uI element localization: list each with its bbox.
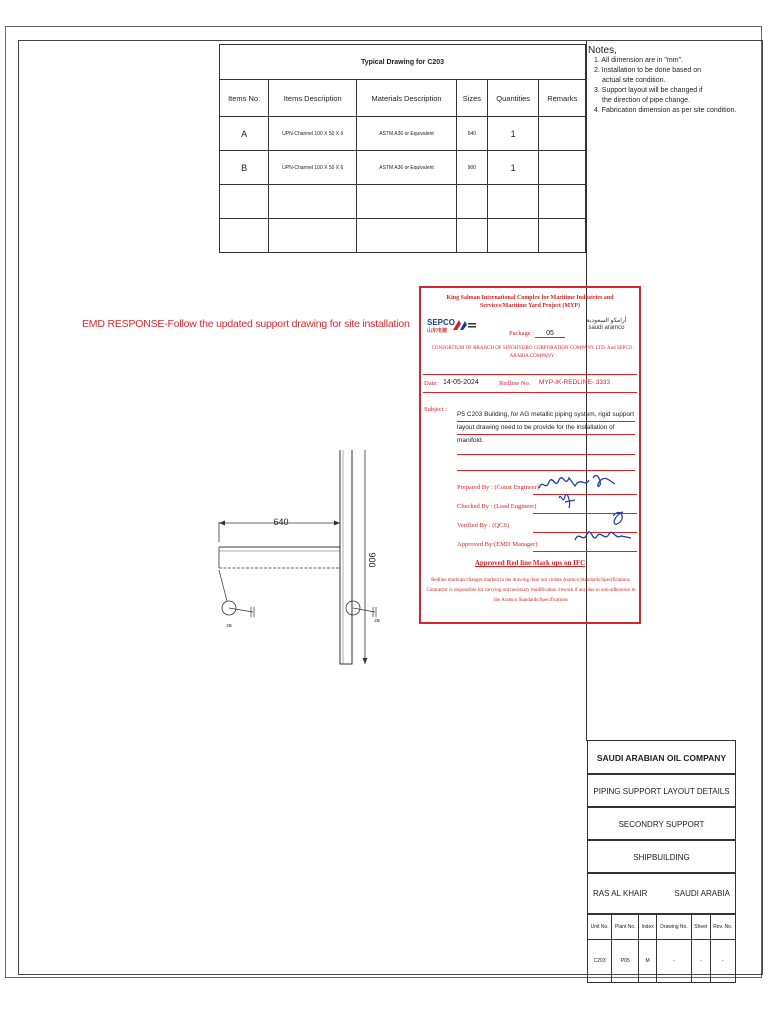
- cell-quantity: 1: [487, 117, 539, 151]
- power-china-logo: [451, 318, 477, 332]
- dimension-vertical: 900: [367, 552, 377, 568]
- redline-label: Redline No.: [499, 380, 531, 387]
- header-quantities: Quantities: [487, 80, 539, 117]
- rev-header: Sheet: [692, 915, 711, 940]
- checked-label: Checked By : (Lead Engineer): [457, 503, 537, 510]
- date-label: Date:: [424, 380, 439, 387]
- title-company: SAUDI ARABIAN OIL COMPANY: [587, 740, 736, 774]
- notes-title: Notes,: [588, 45, 617, 56]
- items-table: [219, 44, 586, 253]
- header-remarks: Remarks: [539, 80, 586, 117]
- rev-header: Rev. No.: [710, 915, 735, 940]
- table-row: [220, 117, 586, 151]
- stamp-note: Redline markups/changes marked in the drawing dose not violate Aramco Standards/Specifications. Contractor is responsible for carrying out necessary modification /rework if any due to non-adherence to the Aramco Standards/Specifications: [426, 578, 636, 603]
- rev-header: Unit No.: [588, 915, 612, 940]
- header-sizes: Sizes: [456, 80, 487, 117]
- cell-description: UPN-Channel 100 X 50 X 6: [269, 117, 357, 151]
- prepared-label: Prepared By : (Const Engineer): [457, 484, 539, 491]
- rev-header: Index: [639, 915, 657, 940]
- tag-left: 2B: [226, 623, 232, 628]
- table-row: [220, 151, 586, 185]
- approved-label: Approved By:(EMD Manager): [457, 541, 538, 548]
- cell-material: ASTM A36 or Equivalent: [357, 117, 457, 151]
- cell-remarks: [539, 151, 586, 185]
- rev-value: -: [710, 940, 735, 983]
- subject-value: P5 C203 Building, for AG metallic piping system, rigid support layout drawing need to be provide for the installation of manifold.: [457, 411, 635, 444]
- note-item: 4. Fabrication dimension as per site condition.: [594, 107, 737, 114]
- header-items-description: Items Description: [269, 80, 357, 117]
- note-item: 3. Support layout will be changed if the direction of pipe change.: [594, 87, 703, 104]
- verified-label: Verified By : (QCS): [457, 522, 510, 529]
- rev-value: -: [692, 940, 711, 983]
- location-right: SAUDI ARABIA: [674, 889, 730, 898]
- cell-quantity: 1: [487, 151, 539, 185]
- note-item: 1. All dimension are in "mm".: [594, 57, 684, 64]
- note-item: 2. Installation to be done based on actual site condition.: [594, 67, 702, 84]
- date-value: 14-05-2024: [443, 379, 479, 386]
- header-items-no: Items No.: [220, 80, 269, 117]
- rev-value: M: [639, 940, 657, 983]
- cell-item-no: A: [220, 117, 269, 151]
- items-table-title: Typical Drawing for C203: [220, 45, 586, 80]
- cell-material: ASTM A36 or Equivalent: [357, 151, 457, 185]
- title-location: [587, 873, 736, 914]
- rev-value: C203: [588, 940, 612, 983]
- notes-block: [588, 46, 748, 116]
- package-label: Package :: [509, 330, 535, 337]
- title-line-2: SECONDRY SUPPORT: [587, 807, 736, 840]
- cell-description: UPN-Channel 100 X 50 X 6: [269, 151, 357, 185]
- revision-table: [587, 914, 736, 983]
- table-row: [220, 219, 586, 253]
- cell-item-no: B: [220, 151, 269, 185]
- aramco-logo: أرامكو السعودية saudi aramco: [586, 318, 627, 331]
- signatures: [531, 466, 639, 558]
- sepco-logo: SEPCO 山东电建: [427, 318, 456, 334]
- title-line-3: SHIPBUILDING: [587, 840, 736, 873]
- subject-label: Subject :: [424, 406, 447, 413]
- title-line-1: PIPING SUPPORT LAYOUT DETAILS: [587, 774, 736, 807]
- dimension-horizontal: 640: [273, 517, 289, 527]
- table-row: [220, 185, 586, 219]
- cell-size: 900: [456, 151, 487, 185]
- rev-header: Drawing No.: [656, 915, 691, 940]
- rev-header: Plant No.: [612, 915, 639, 940]
- tag-right: 2B: [374, 618, 380, 623]
- redline-value: MYP-IK-REDLINE- 3333: [539, 379, 611, 386]
- stamp-header: King Salman International Complex for Maritime Industries and Services/Maritime Yard Project (MYP): [446, 295, 614, 309]
- location-left: RAS AL KHAIR: [593, 889, 648, 898]
- package-value: 05: [535, 330, 565, 338]
- header-materials-description: Materials Description: [357, 80, 457, 117]
- emd-response-text: EMD RESPONSE-Follow the updated support drawing for site installation: [82, 318, 410, 330]
- consortium-text: CONSORTIUM OF BRANCH OF SINOHYDRO CORPORATION COMPANY LTD. And SEPCO ARABIA COMPANY: [431, 346, 633, 359]
- approved-title: Approved Red line Mark ups on IFC: [474, 559, 586, 567]
- cell-size: 640: [456, 117, 487, 151]
- rev-value: -: [656, 940, 691, 983]
- rev-value: P05: [612, 940, 639, 983]
- redline-approval-stamp: [419, 286, 641, 624]
- support-drawing: [205, 450, 405, 680]
- cell-remarks: [539, 117, 586, 151]
